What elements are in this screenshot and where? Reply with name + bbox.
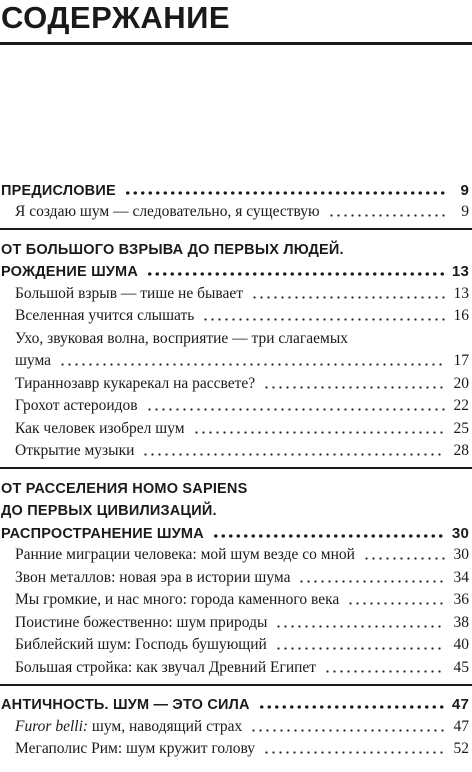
toc-entry[interactable] <box>0 280 472 303</box>
dot-leader <box>324 670 445 673</box>
page-number: 9 <box>460 181 469 199</box>
page-number: 16 <box>453 307 469 324</box>
entry-title: Мы громкие, и нас много: города каменного века <box>15 591 340 608</box>
dot-leader <box>363 557 445 560</box>
part-title: ДО ПЕРВЫХ ЦИВИЛИЗАЦИЙ. <box>1 503 217 519</box>
toc-entry[interactable] <box>0 587 472 610</box>
dot-leader <box>328 214 445 217</box>
dot-leader <box>275 647 445 650</box>
entry-title: Мегаполис Рим: шум кружит голову <box>15 740 256 757</box>
entry-title: Библейский шум: Господь бушующий <box>15 636 267 653</box>
toc-entry[interactable] <box>0 199 472 222</box>
page-number: 52 <box>453 740 469 757</box>
entry-title-italic: Furor belli: <box>15 717 89 735</box>
dot-leader <box>263 751 445 754</box>
toc-part-heading-line[interactable] <box>0 474 472 497</box>
toc-entry[interactable] <box>0 438 472 461</box>
page-number: 20 <box>453 374 469 392</box>
page-number: 36 <box>453 591 469 608</box>
toc-entry[interactable] <box>0 632 472 655</box>
section-divider <box>0 221 472 235</box>
dot-leader <box>258 705 445 709</box>
toc-entry[interactable] <box>0 736 472 759</box>
page-number: 9 <box>461 203 469 220</box>
title-divider <box>0 42 472 45</box>
table-of-contents <box>0 176 472 758</box>
dot-leader <box>59 363 445 366</box>
page-number: 28 <box>453 442 469 459</box>
dot-leader <box>202 318 445 321</box>
dot-leader <box>347 602 445 605</box>
part-title: ПРЕДИСЛОВИЕ <box>1 182 116 199</box>
entry-title: Грохот астероидов <box>15 397 138 414</box>
toc-part-heading-line[interactable] <box>0 235 472 258</box>
toc-entry[interactable] <box>0 303 472 326</box>
entry-title: Ухо, звуковая волна, восприятие — три слагаемых <box>15 329 349 347</box>
entry-title <box>15 718 242 736</box>
entry-title: Я создаю шум — следовательно, я существую <box>15 203 320 220</box>
entry-title: Поистине божественно: шум природы <box>15 613 268 631</box>
dot-leader <box>251 296 445 299</box>
dot-leader <box>275 625 445 628</box>
toc-part-heading[interactable] <box>0 258 472 281</box>
entry-title: Тираннозавр кукарекал на рассвете? <box>15 374 256 392</box>
toc-entry[interactable] <box>0 609 472 632</box>
entry-title: Открытие музыки <box>15 442 135 459</box>
dot-leader <box>146 272 445 276</box>
page-number: 13 <box>453 284 469 302</box>
page-number: 13 <box>451 263 469 280</box>
part-title: АНТИЧНОСТЬ. ШУМ — ЭТО СИЛА <box>1 697 250 713</box>
section-divider <box>0 677 472 691</box>
toc-part-heading[interactable] <box>0 176 472 199</box>
page-number: 34 <box>453 568 469 586</box>
toc-part-heading[interactable] <box>0 691 472 714</box>
dot-leader <box>124 191 445 195</box>
entry-title-rest: шум, наводящий страх <box>88 717 243 735</box>
dot-leader <box>142 453 445 456</box>
page-number: 40 <box>453 636 469 653</box>
part-title: ОТ БОЛЬШОГО ВЗРЫВА ДО ПЕРВЫХ ЛЮДЕЙ. <box>1 241 344 258</box>
toc-part-heading-line[interactable] <box>0 497 472 520</box>
dot-leader <box>212 534 445 538</box>
toc-entry[interactable] <box>0 542 472 565</box>
entry-title: Вселенная учится слышать <box>15 307 195 324</box>
dot-leader <box>250 729 445 732</box>
entry-title: Ранние миграции человека: мой шум везде со мной <box>15 546 355 563</box>
entry-title: Большая стройка: как звучал Древний Египет <box>15 658 317 676</box>
page-number: 45 <box>453 658 469 676</box>
part-title: РОЖДЕНИЕ ШУМА <box>1 264 139 280</box>
part-title: РАСПРОСТРАНЕНИЕ ШУМА <box>1 525 204 542</box>
toc-entry[interactable] <box>0 415 472 438</box>
toc-entry[interactable] <box>0 348 472 371</box>
dot-leader <box>298 580 445 583</box>
page-number: 30 <box>453 546 469 563</box>
page-number: 17 <box>453 352 469 369</box>
page-number: 22 <box>453 397 469 414</box>
page-title: СОДЕРЖАНИЕ <box>1 0 231 35</box>
toc-part-heading[interactable] <box>0 519 472 542</box>
page-number: 25 <box>453 419 469 437</box>
part-title: ОТ РАССЕЛЕНИЯ HOMO SAPIENS <box>1 480 248 497</box>
page-number: 38 <box>453 613 469 631</box>
page-number: 47 <box>451 696 469 713</box>
entry-title: Большой взрыв — тише не бывает <box>15 284 244 302</box>
dot-leader <box>263 386 445 389</box>
entry-title: Как человек изобрел шум <box>15 419 185 437</box>
toc-entry[interactable] <box>0 654 472 677</box>
page-number: 47 <box>453 717 469 735</box>
toc-entry[interactable] <box>0 393 472 416</box>
entry-title: Звон металлов: новая эра в истории шума <box>15 568 291 586</box>
entry-title: шума <box>15 352 52 369</box>
section-divider <box>0 460 472 474</box>
page-number: 30 <box>451 524 469 542</box>
toc-entry-line[interactable] <box>0 325 472 348</box>
dot-leader <box>193 431 445 434</box>
toc-entry[interactable] <box>0 713 472 736</box>
toc-entry[interactable] <box>0 370 472 393</box>
dot-leader <box>146 408 445 411</box>
toc-entry[interactable] <box>0 564 472 587</box>
